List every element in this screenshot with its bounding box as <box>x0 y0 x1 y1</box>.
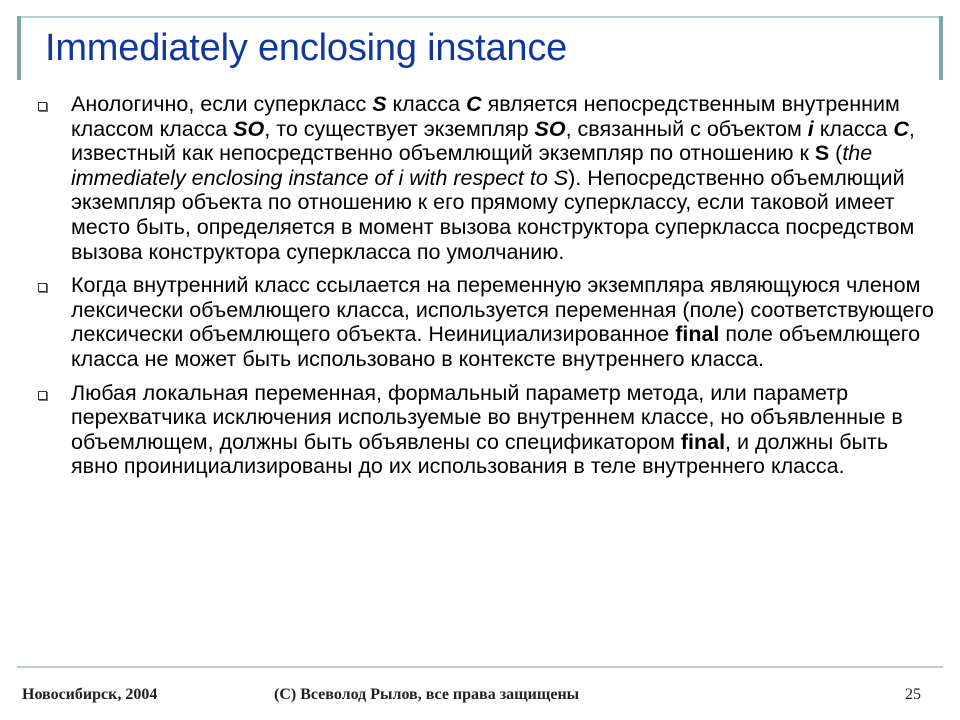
text-run: ). Непосредственно объемлющий экземпляр объекта по отношению к его прямому суперклассу, если таковой имеет место быть, определяется в момент вызова конструктора суперкласса посредством вызова конструктора суперкласса по умолчанию. <box>71 165 915 264</box>
text-run: является непосредственным внутренним классом класса <box>71 92 900 141</box>
text-run: , то существует экземпляр <box>264 116 535 141</box>
emphasis-text <box>233 117 264 141</box>
emphasis-text: final <box>675 322 720 347</box>
emphasis-text <box>372 92 386 116</box>
header-left-bar <box>17 16 21 80</box>
emphasis-text: S <box>372 92 387 116</box>
text-run: , и должны быть явно проинициализированы до их использования в теле внутреннего класса. <box>71 429 889 479</box>
bullet-list <box>34 92 934 488</box>
slide-title: Immediately enclosing instance <box>45 27 568 69</box>
text-run: Анологично, если суперкласс <box>71 92 373 116</box>
header-rule <box>17 16 943 18</box>
bullet-text <box>71 273 934 371</box>
text-run: поле объемлющего класса не может быть использовано в контексте внутреннего класса. <box>71 322 921 371</box>
bullet-item <box>34 381 934 479</box>
emphasis-text: SO <box>534 116 566 141</box>
page-number: 25 <box>905 686 921 703</box>
footer-rule <box>17 666 943 668</box>
square-bullet-icon <box>38 102 47 111</box>
footer-copyright: (C) Всеволод Рылов, все права защищены <box>274 686 580 703</box>
text-run: Любая локальная переменная, формальный параметр метода, или параметр перехватчика исключения используемые во внутреннем классе, но объявленные в объемлющем, должны быть объявлены со спецификатором <box>71 380 903 454</box>
square-bullet-icon <box>38 391 47 400</box>
emphasis-text: final <box>680 429 726 454</box>
bullet-text <box>71 381 903 479</box>
emphasis-text: C <box>466 92 482 116</box>
square-bullet-icon <box>38 283 47 292</box>
bullet-item <box>34 92 934 264</box>
bullet-item <box>34 273 934 371</box>
text-run: класса <box>813 116 894 141</box>
emphasis-text: the immediately enclosing instance of i with respect to S <box>71 141 873 190</box>
text-run: класса <box>386 92 467 116</box>
bullet-text <box>71 92 915 264</box>
header-right-bar <box>939 16 943 80</box>
footer-location: Новосибирск, 2004 <box>22 686 158 703</box>
emphasis-text <box>466 92 482 116</box>
emphasis-text: i <box>807 116 814 141</box>
emphasis-text: SO <box>233 116 265 141</box>
emphasis-text <box>893 117 909 141</box>
emphasis-text: C <box>893 116 909 141</box>
text-run: , связанный с объектом <box>565 116 808 141</box>
text-run: ( <box>829 141 843 166</box>
emphasis-text: S <box>814 141 830 166</box>
emphasis-text <box>535 117 566 141</box>
text-run: , известный как непосредственно объемлющий экземпляр по отношению к <box>71 116 915 166</box>
text-run: Когда внутренний класс ссылается на переменную экземпляра являющуюся членом лексически объемлющего класса, используется переменная (поле) соответствующего лексически объемлющего объекта. Неинициализированное <box>71 273 934 347</box>
